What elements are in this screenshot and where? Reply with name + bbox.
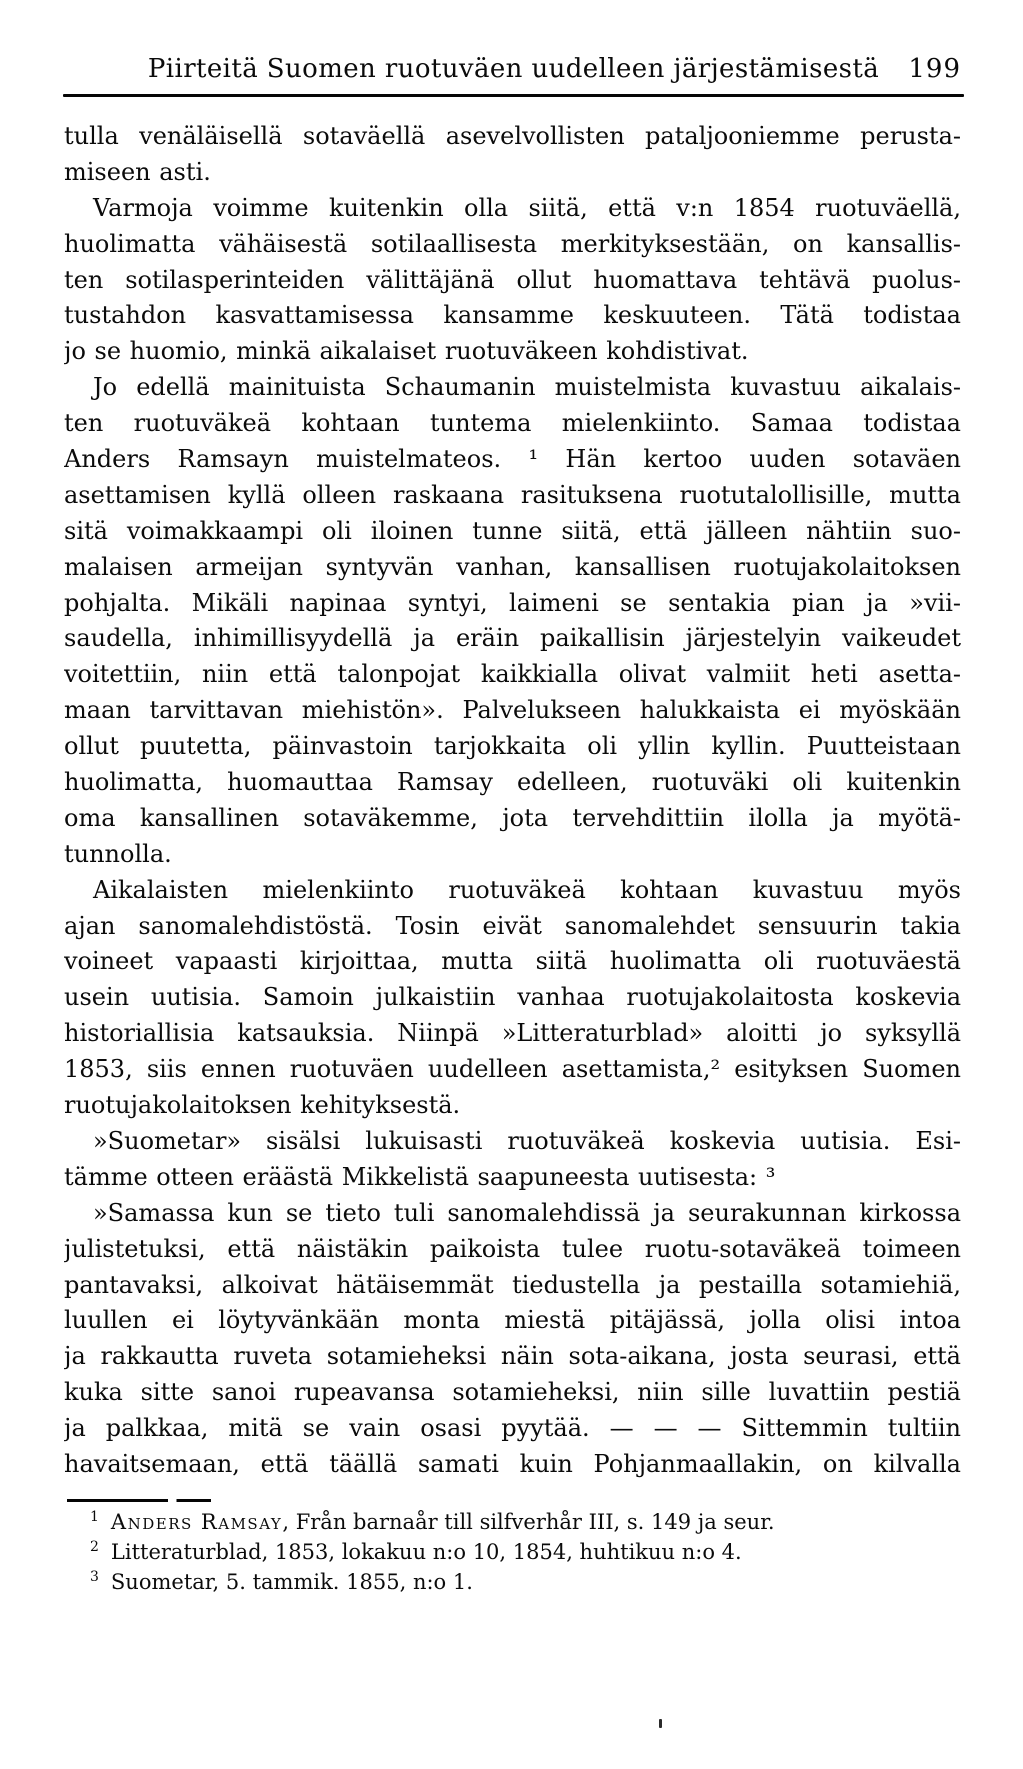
footnotes — [64, 1507, 961, 1597]
footnote-text: , Från barnaår till silfverhår III, s. 149 ja seur. — [282, 1510, 775, 1534]
text-line: havaitsemaan, että täällä samati kuin Pohjanmaallakin, on kilvalla — [64, 1449, 961, 1478]
text-line: tämme otteen eräästä Mikkelistä saapuneesta uutisesta: ³ — [64, 1162, 776, 1191]
text-line: ja palkkaa, mitä se vain osasi pyytää. — — — Sittemmin tultiin — [64, 1414, 961, 1443]
footnote — [64, 1537, 961, 1567]
text-line: tunnolla. — [64, 839, 172, 868]
running-title: Piirteitä Suomen ruotuväen uudelleen järjestämisestä — [147, 54, 880, 84]
text-line: huolimatta, huomauttaa Ramsay edelleen, ruotuväki oli kuitenkin — [64, 768, 961, 797]
text-line: sitä voimakkaampi oli iloinen tunne siitä, että jälleen nähtiin suo- — [64, 516, 961, 545]
text-line: asettamisen kyllä olleen raskaana rasituksena ruotutalollisille, mutta — [64, 480, 961, 509]
text-line: voitettiin, niin että talonpojat kaikkialla olivat valmiit heti asetta- — [64, 660, 961, 689]
text-line: voineet vapaasti kirjoittaa, mutta siitä huolimatta oli ruotuväestä — [64, 947, 961, 976]
header-rule — [63, 94, 964, 97]
footnote-author: Anders Ramsay — [110, 1510, 283, 1534]
text-line: ten ruotuväkeä kohtaan tuntema mielenkiinto. Samaa todistaa — [64, 409, 961, 438]
text-line: saudella, inhimillisyydellä ja eräin paikallisin järjestelyin vaikeudet — [64, 624, 961, 653]
text-line: 1853, siis ennen ruotuväen uudelleen asettamista,² esityksen Suomen — [64, 1055, 961, 1084]
text-line: oma kansallinen sotaväkemme, jota tervehdittiin ilolla ja myötä- — [64, 803, 961, 832]
text-line: ollut puutetta, päinvastoin tarjokkaita oli yllin kyllin. Puutteistaan — [64, 732, 961, 761]
text-line: pohjalta. Mikäli napinaa syntyi, laimeni se sentakia pian ja »vii- — [64, 588, 961, 617]
text-line: jo se huomio, minkä aikalaiset ruotuväkeen kohdistivat. — [64, 337, 749, 366]
text-line: »Suometar» sisälsi lukuisasti ruotuväkeä koskevia uutisia. Esi- — [93, 1126, 961, 1155]
text-line: Aikalaisten mielenkiinto ruotuväkeä kohtaan kuvastuu myös — [93, 875, 961, 904]
footnote-rule — [67, 1499, 211, 1502]
footnote-marker: 2 — [90, 1539, 99, 1555]
text-line: ajan sanomalehdistöstä. Tosin eivät sanomalehdet sensuurin takia — [64, 911, 961, 940]
text-line: julistetuksi, että näistäkin paikoista tulee ruotu-sotaväkeä toimeen — [64, 1234, 961, 1263]
text-line: malaisen armeijan syntyvän vanhan, kansallisen ruotujakolaitoksen — [64, 552, 961, 581]
footnote — [64, 1567, 961, 1597]
text-line: ja rakkautta ruveta sotamieheksi näin sota-aikana, josta seurasi, että — [64, 1342, 961, 1371]
text-line: pantavaksi, alkoivat hätäisemmät tiedustella ja pestailla sotamiehiä, — [64, 1270, 961, 1299]
text-line: miseen asti. — [64, 157, 211, 186]
text-line: huolimatta vähäisestä sotilaallisesta merkityksestään, on kansallis- — [64, 229, 961, 258]
page-number: 199 — [908, 54, 961, 84]
text-line: luullen ei löytyvänkään monta miestä pitäjässä, jolla olisi intoa — [64, 1306, 961, 1335]
text-line: ten sotilasperinteiden välittäjänä ollut huomattava tehtävä puolus- — [64, 265, 961, 294]
text-line: Anders Ramsayn muistelmateos. ¹ Hän kertoo uuden sotaväen — [64, 445, 961, 474]
page-header — [64, 54, 963, 88]
text-line: tulla venäläisellä sotaväellä asevelvollisten pataljooniemme perusta- — [64, 122, 961, 150]
text-line: kuka sitte sanoi rupeavansa sotamieheksi, niin sille luvattiin pestiä — [64, 1378, 961, 1407]
text-line: Jo edellä mainituista Schaumanin muistelmista kuvastuu aikalais- — [93, 373, 961, 402]
text-line: historiallisia katsauksia. Niinpä »Litteraturblad» aloitti jo syksyllä — [64, 1019, 961, 1048]
text-line: ruotujakolaitoksen kehityksestä. — [64, 1091, 461, 1120]
body-text — [64, 119, 961, 1483]
footnote-marker: 1 — [90, 1509, 99, 1525]
text-line: usein uutisia. Samoin julkaistiin vanhaa ruotujakolaitosta koskevia — [64, 983, 961, 1012]
text-line: tustahdon kasvattamisessa kansamme keskuuteen. Tätä todistaa — [64, 301, 961, 330]
footnote-text: Suometar, 5. tammik. 1855, n:o 1. — [110, 1570, 473, 1594]
text-line: maan tarvittavan miehistön». Palvelukseen halukkaista ei myöskään — [64, 696, 961, 725]
footnote-text: Litteraturblad, 1853, lokakuu n:o 10, 1854, huhtikuu n:o 4. — [110, 1540, 742, 1564]
text-line: »Samassa kun se tieto tuli sanomalehdissä ja seurakunnan kirkossa — [93, 1198, 961, 1227]
footnote-marker: 3 — [90, 1569, 99, 1585]
footnote — [64, 1507, 961, 1537]
scan-artifact — [659, 1719, 662, 1728]
text-line: Varmoja voimme kuitenkin olla siitä, että v:n 1854 ruotuväellä, — [93, 193, 961, 222]
